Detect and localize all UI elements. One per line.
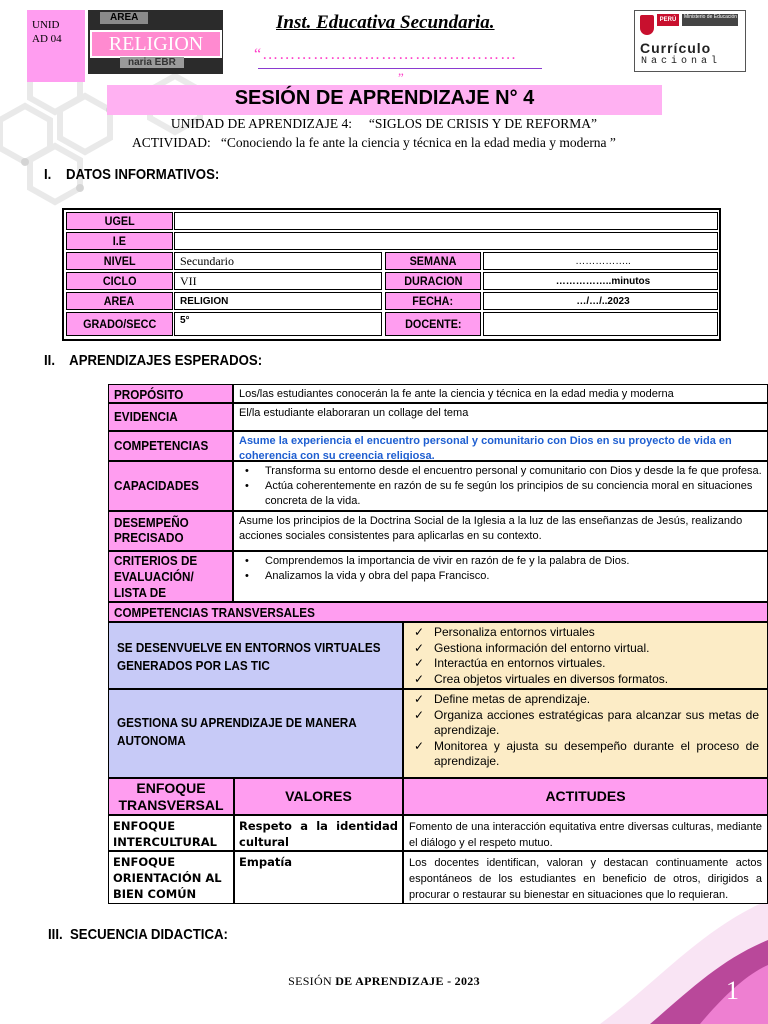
actitud-bien-comun: Los docentes identifican, valoran y destacan continuamente actos espontáneos de los estudiantes en beneficio de otros, dirigidos a procurar o restaurar su bienestar en situaciones que lo requieran. <box>403 851 768 904</box>
criterio-item: • Comprendemos la importancia de vivir en razón de fe y la palabra de Dios. <box>265 554 762 569</box>
footer-text <box>0 974 768 989</box>
gestiona-capacities-list <box>403 689 768 778</box>
logo-ministry-label: Ministerio de Educación <box>682 14 738 26</box>
tic-capacities-list <box>403 622 768 689</box>
area-row-value[interactable]: RELIGION <box>174 292 382 310</box>
ugel-value[interactable] <box>174 212 718 230</box>
fecha-value[interactable]: …/…/..2023 <box>483 292 718 310</box>
actitud-intercultural: Fomento de una interacción equitativa entre diversas culturas, mediante el diálogo y el respeto mutuo. <box>403 815 768 851</box>
logo-line2: Nacional <box>641 56 722 67</box>
enfoque-bien-comun: ENFOQUE ORIENTACIÓN AL BIEN COMÚN <box>108 851 234 904</box>
tic-item: ✓ Crea objetos virtuales en diversos formatos. <box>434 672 759 688</box>
evidencia-value: El/la estudiante elaboraran un collage del tema <box>233 403 768 431</box>
section-heading-aprendizajes: II. APRENDIZAJES ESPERADOS: <box>44 352 263 369</box>
motto-underline <box>258 68 542 69</box>
section-heading-secuencia: III. SECUENCIA DIDACTICA: <box>48 926 228 943</box>
modality-label: naria EBR <box>120 57 184 68</box>
gestiona-competency-label: GESTIONA SU APRENDIZAJE DE MANERA AUTONOMA <box>108 689 403 778</box>
valor-respeto: Respeto a la identidad cultural <box>234 815 403 851</box>
section-heading-datos: I. DATOS INFORMATIVOS: <box>44 166 220 183</box>
enfoque-header: ENFOQUE TRANSVERSAL <box>108 778 234 815</box>
ciclo-label: CICLO <box>66 272 173 290</box>
duracion-label: DURACION <box>385 272 481 290</box>
footer-text-b: DE APRENDIZAJE - 2023 <box>335 974 480 988</box>
area-label: AREA <box>100 12 148 24</box>
ie-value[interactable] <box>174 232 718 250</box>
proposito-label: PROPÓSITO <box>108 384 233 403</box>
tic-item: ✓ Interactúa en entornos virtuales. <box>434 656 759 672</box>
logo-peru-label: PERÚ <box>657 14 679 26</box>
valores-header: VALORES <box>234 778 403 815</box>
valor-empatia: Empatía <box>234 851 403 904</box>
competencias-text: Asume la experiencia el encuentro personal y comunitario con Dios en su proyecto de vida en coherencia con su creencia religiosa. <box>239 435 732 461</box>
criterio-item: • Analizamos la vida y obra del papa Francisco. <box>265 569 762 584</box>
nivel-value[interactable]: Secundario <box>174 252 382 270</box>
motto-placeholder: “……………………………………… <box>254 46 518 63</box>
ugel-label: UGEL <box>66 212 173 230</box>
actitudes-header: ACTITUDES <box>403 778 768 815</box>
grado-value[interactable]: 5° <box>174 312 382 336</box>
activity-line: ACTIVIDAD: “Conociendo la fe ante la ciencia y técnica en la edad media y moderna ” <box>132 135 616 150</box>
unit-badge <box>27 10 85 82</box>
tic-item: ✓ Gestiona información del entorno virtual. <box>434 641 759 657</box>
page-number: 1 <box>726 976 739 1005</box>
area-value-badge: RELIGION <box>90 30 222 58</box>
gestiona-item: ✓ Define metas de aprendizaje. <box>434 692 759 708</box>
criterios-label: CRITERIOS DE EVALUACIÓN/ LISTA DE <box>108 551 233 602</box>
semana-value[interactable]: …………….. <box>483 252 718 270</box>
capacidades-label: CAPACIDADES <box>108 461 233 511</box>
competencias-value <box>233 431 768 461</box>
logo-line1: Currículo <box>640 40 712 56</box>
institution-title: Inst. Educativa Secundaria. <box>276 12 495 33</box>
ie-label: I.E <box>66 232 173 250</box>
tic-competency-label: SE DESENVUELVE EN ENTORNOS VIRTUALES GENERADOS POR LAS TIC <box>108 622 403 689</box>
duracion-value[interactable]: ……………..minutos <box>483 272 718 290</box>
capacidad-item: • Actúa coherentemente en razón de su fe según los principios de su conciencia moral en situaciones concreta de la vida. <box>265 479 762 509</box>
evidencia-label: EVIDENCIA <box>108 403 233 431</box>
proposito-value: Los/las estudiantes conocerán la fe ante la ciencia y técnica en la edad media y moderna <box>233 384 768 403</box>
docente-value[interactable] <box>483 312 718 336</box>
ciclo-value[interactable]: VII <box>174 272 382 290</box>
capacidades-list <box>233 461 768 511</box>
capacidad-item: • Transforma su entorno desde el encuentro personal y comunitario con Dios y desde la fe que profesa. <box>265 464 762 479</box>
area-row-label: AREA <box>66 292 173 310</box>
semana-label: SEMANA <box>385 252 481 270</box>
transversales-header: COMPETENCIAS TRANSVERSALES <box>108 602 768 622</box>
desempeno-label: DESEMPEÑO PRECISADO <box>108 511 233 551</box>
competencias-label: COMPETENCIAS <box>108 431 233 461</box>
docente-label: DOCENTE: <box>385 312 481 336</box>
unit-badge-line2: AD 04 <box>32 33 62 45</box>
footer-text-a: SESIÓN <box>288 974 336 988</box>
unit-badge-line1: UNID <box>32 19 60 31</box>
desempeno-value: Asume los principios de la Doctrina Social de la Iglesia a la luz de las enseñanzas de Jesús, realizando acciones sociales consistentes para aplicarlas en su contexto. <box>233 511 768 551</box>
tic-item: ✓ Personaliza entornos virtuales <box>434 625 759 641</box>
motto-close-quote: ” <box>398 70 404 85</box>
nivel-label: NIVEL <box>66 252 173 270</box>
peru-shield-icon <box>640 15 654 35</box>
fecha-label: FECHA: <box>385 292 481 310</box>
enfoque-intercultural: ENFOQUE INTERCULTURAL <box>108 815 234 851</box>
session-title: SESIÓN DE APRENDIZAJE N° 4 <box>234 87 535 109</box>
gestiona-item: ✓ Monitorea y ajusta su desempeño durante el proceso de aprendizaje. <box>434 739 759 770</box>
grado-label: GRADO/SECC <box>66 312 173 336</box>
criterios-list <box>233 551 768 602</box>
gestiona-item: ✓ Organiza acciones estratégicas para alcanzar sus metas de aprendizaje. <box>434 708 759 739</box>
unit-line: UNIDAD DE APRENDIZAJE 4: “SIGLOS DE CRISIS Y DE REFORMA” <box>170 116 598 131</box>
